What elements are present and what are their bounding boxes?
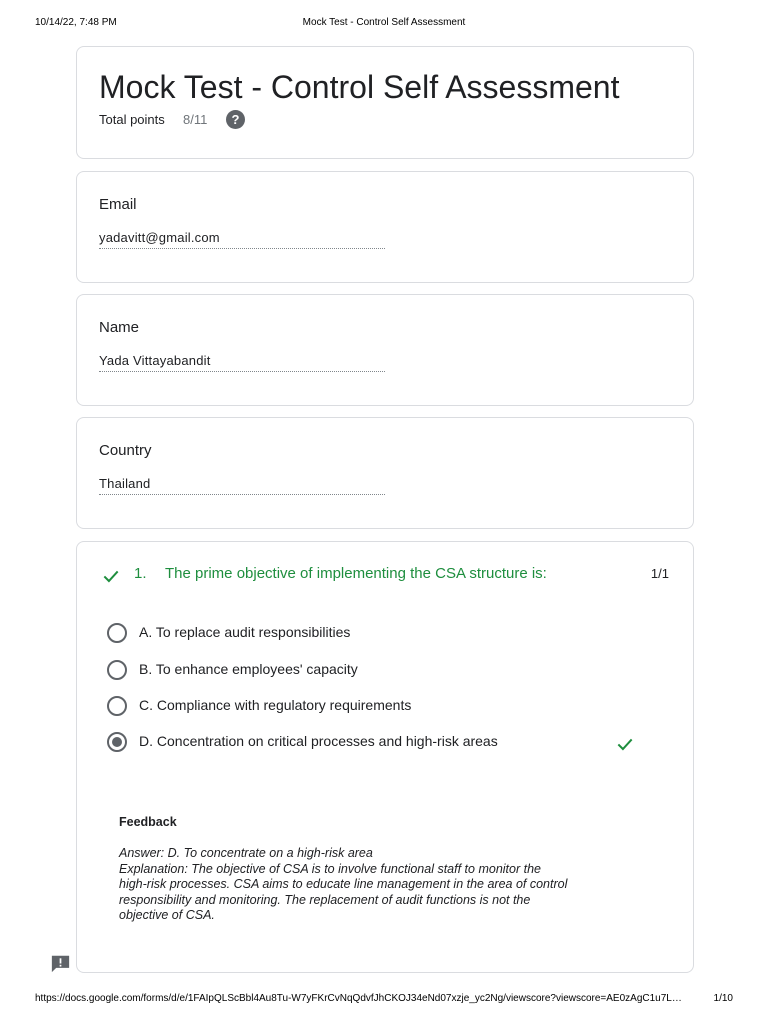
- print-url: https://docs.google.com/forms/d/e/1FAIpQLScBbl4Au8Tu-W7yFKrCvNqQdvfJhCKOJ34eNd07xzje_yc2Ng/viewscore?viewscore=AE0zAgC1u7L…: [35, 993, 682, 1004]
- option-label: A. To replace audit responsibilities: [139, 624, 351, 640]
- radio-button[interactable]: [107, 660, 127, 680]
- feedback-body: [119, 846, 609, 924]
- correct-answer-check-icon: [615, 734, 635, 754]
- feedback-explanation-line: Explanation: The objective of CSA is to involve functional staff to monitor the: [119, 861, 541, 876]
- report-problem-icon[interactable]: [50, 954, 71, 973]
- print-page-number: 1/10: [713, 993, 733, 1004]
- check-icon: [101, 566, 121, 586]
- form-title: Mock Test - Control Self Assessment: [99, 69, 620, 105]
- radio-button-selected[interactable]: [107, 732, 127, 752]
- feedback-explanation-line: high-risk processes. CSA aims to educate line management in the area of control: [119, 877, 568, 891]
- feedback-explanation-line: responsibility and monitoring. The replacement of audit functions is not the: [119, 892, 531, 907]
- option-label: B. To enhance employees' capacity: [139, 661, 358, 677]
- question-number: 1.: [134, 565, 147, 582]
- name-label: Name: [99, 319, 140, 336]
- name-value: Yada Vittayabandit: [99, 353, 385, 372]
- feedback-title: Feedback: [119, 815, 177, 829]
- question-card: [76, 541, 694, 973]
- help-icon[interactable]: ?: [226, 110, 245, 129]
- email-card: [76, 171, 694, 283]
- print-page-title: Mock Test - Control Self Assessment: [302, 17, 466, 28]
- email-value: yadavitt@gmail.com: [99, 230, 385, 249]
- option-label: D. Concentration on critical processes and high-risk areas: [139, 733, 498, 749]
- feedback-explanation-line: objective of CSA.: [119, 908, 215, 922]
- country-value: Thailand: [99, 476, 385, 495]
- form-header-card: [76, 46, 694, 159]
- option-label: C. Compliance with regulatory requirements: [139, 697, 412, 713]
- country-card: [76, 417, 694, 529]
- print-header: [0, 17, 768, 31]
- print-timestamp: 10/14/22, 7:48 PM: [35, 17, 117, 28]
- radio-button[interactable]: [107, 623, 127, 643]
- radio-button[interactable]: [107, 696, 127, 716]
- total-points-value: 8/11: [183, 112, 208, 127]
- feedback-answer: Answer: D. To concentrate on a high-risk area: [119, 846, 373, 860]
- country-label: Country: [99, 442, 152, 459]
- total-points-label: Total points: [99, 112, 165, 127]
- email-label: Email: [99, 196, 137, 213]
- name-card: [76, 294, 694, 406]
- question-score: 1/1: [650, 566, 669, 581]
- question-text: The prime objective of implementing the CSA structure is:: [165, 565, 547, 582]
